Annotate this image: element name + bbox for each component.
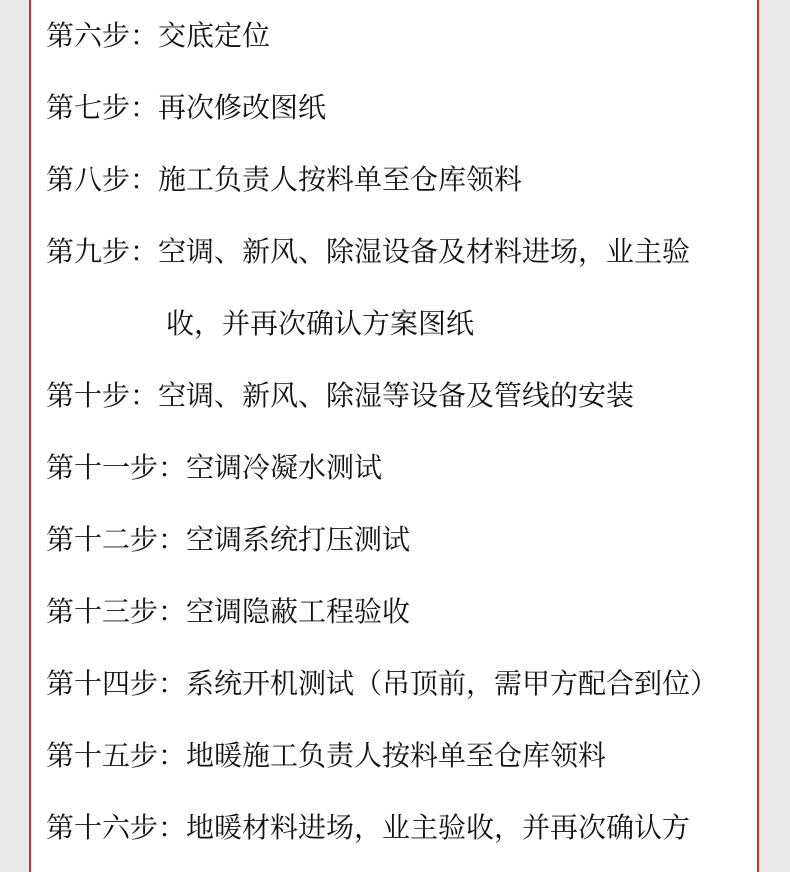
step-label: 第十二步：: [46, 523, 187, 556]
step-text: 交底定位: [158, 19, 271, 52]
step-label: 第十一步：: [46, 451, 187, 484]
step-text: 施工负责人按料单至仓库领料: [158, 163, 523, 196]
step-label: 第十四步：: [46, 667, 187, 700]
step-13: [46, 594, 757, 630]
step-7: [46, 90, 757, 126]
step-label: 第七步：: [46, 91, 159, 124]
step-10: [46, 378, 757, 414]
step-6: [46, 18, 757, 54]
step-text: 地暖施工负责人按料单至仓库领料: [186, 739, 607, 772]
step-text: 再次修改图纸: [158, 91, 327, 124]
step-text: 空调系统打压测试: [186, 523, 411, 556]
step-9-continuation: 收，并再次确认方案图纸: [166, 307, 475, 340]
document-page: [29, 0, 759, 872]
step-9: [46, 234, 757, 270]
step-14: [46, 666, 757, 702]
step-label: 第十步：: [46, 379, 159, 412]
step-text: 空调、新风、除湿等设备及管线的安装: [158, 379, 635, 412]
step-label: 第十五步：: [46, 739, 187, 772]
step-label: 第十六步：: [46, 811, 187, 844]
step-text: 空调冷凝水测试: [186, 451, 383, 484]
step-label: 第九步：: [46, 235, 159, 268]
step-16: [46, 810, 757, 846]
step-8: [46, 162, 757, 198]
step-label: 第十三步：: [46, 595, 187, 628]
step-11: [46, 450, 757, 486]
step-text: 空调、新风、除湿设备及材料进场，业主验: [158, 235, 691, 268]
step-label: 第六步：: [46, 19, 159, 52]
step-label: 第八步：: [46, 163, 159, 196]
step-text: 系统开机测试（吊顶前，需甲方配合到位）: [186, 667, 719, 700]
step-12: [46, 522, 757, 558]
step-text: 空调隐蔽工程验收: [186, 595, 411, 628]
step-15: [46, 738, 757, 774]
step-text: 地暖材料进场，业主验收，并再次确认方: [186, 811, 691, 844]
